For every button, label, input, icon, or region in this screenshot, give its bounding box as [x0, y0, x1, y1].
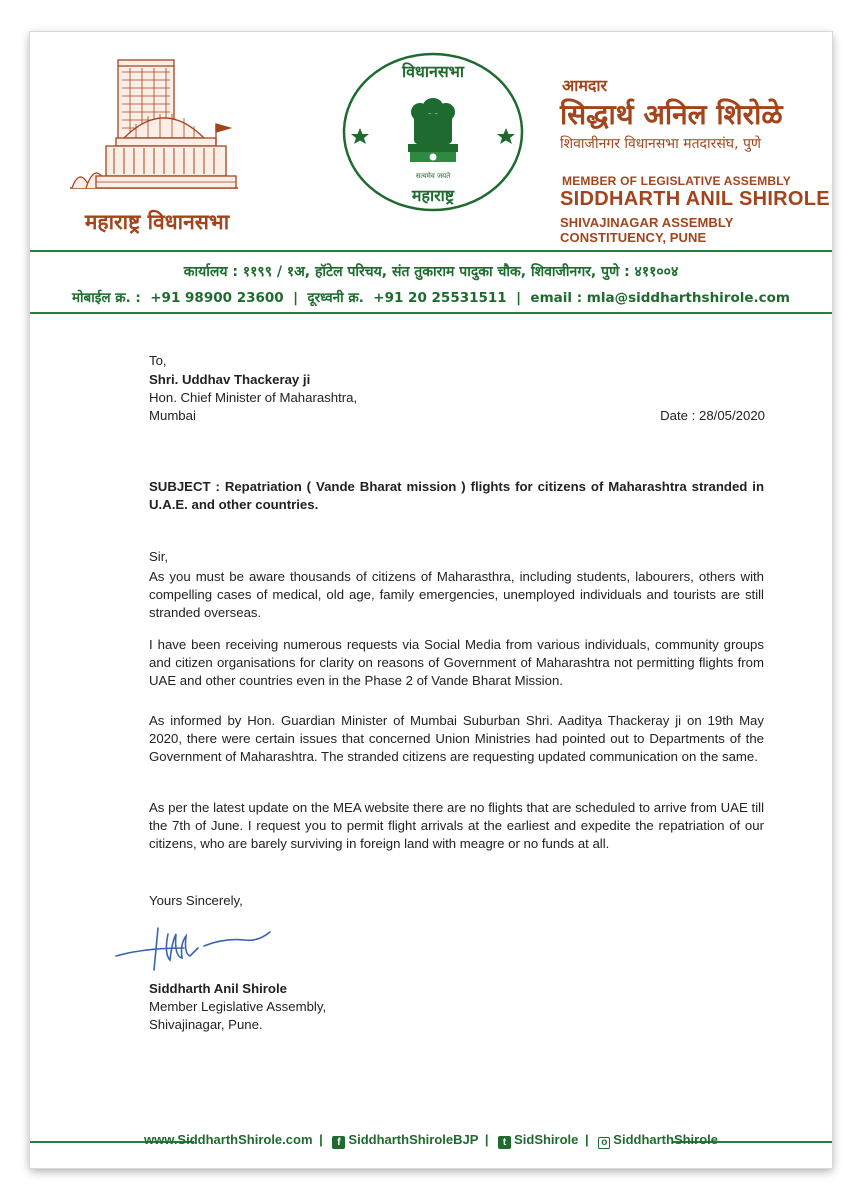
website-link[interactable]: www.SiddharthShirole.com: [143, 1132, 313, 1147]
signer-title: Member Legislative Assembly,: [149, 999, 327, 1014]
mla-name-english: SIDDHARTH ANIL SHIROLE: [560, 188, 830, 210]
contact-line: मोबाईल क्र. : +91 98900 23600 | दूरध्वनी क्र. +91 20 25531511 | email : mla@siddharthshirole.com: [71, 290, 791, 306]
header-divider-bottom: [30, 312, 832, 314]
mla-name-devanagari: सिद्धार्थ अनिल शिरोळे: [560, 98, 783, 131]
body-paragraph-4: As per the latest update on the MEA website there are no flights that are scheduled to arrive from UAE till the 7th of June. I request you to permit flight arrivals at the earliest and expedite the repatriation of our citizens, who are barely surviving in foreign land with meagre or no funds at all.: [149, 800, 764, 851]
body-paragraph-3: As informed by Hon. Guardian Minister of Mumbai Suburban Shri. Aaditya Thackeray ji on 19th May 2020, there were certain issues that concerned Union Ministries had pointed out to Departments of the Government of Maharashtra. The stranded citizens are requesting updated communication on the same.: [149, 713, 764, 764]
signature-icon: [114, 914, 274, 974]
vidhan-sabha-emblem: [338, 48, 528, 216]
emblem-motto: सत्यमेव जयते: [415, 172, 451, 180]
emblem-bottom-text: महाराष्ट्र: [411, 186, 455, 205]
mla-aamdar: आमदार: [562, 76, 608, 95]
instagram-link[interactable]: SiddharthShirole: [613, 1132, 719, 1147]
instagram-icon: o: [598, 1137, 610, 1149]
header-divider-top: [30, 250, 832, 252]
recipient-city: Mumbai: [149, 408, 196, 423]
mla-constituency-devanagari: शिवाजीनगर विधानसभा मतदारसंघ, पुणे: [560, 136, 762, 152]
twitter-link[interactable]: SidShirole: [514, 1132, 579, 1147]
vidhan-sabha-building-icon: [66, 54, 242, 204]
signer-place: Shivajinagar, Pune.: [149, 1017, 263, 1032]
signer-name: Siddharth Anil Shirole: [149, 981, 287, 996]
mla-title-english: MEMBER OF LEGISLATIVE ASSEMBLY: [562, 174, 791, 188]
letter-date: Date : 28/05/2020: [660, 408, 765, 423]
salutation: Sir,: [149, 549, 169, 564]
body-paragraph-2: I have been receiving numerous requests via Social Media from various individuals, community groups and citizen organisations for clarity on reasons of Government of Maharashtra not permitting flights from UAE and other countries even in the Phase 2 of Vande Bharat Mission.: [149, 637, 764, 688]
recipient-name: Shri. Uddhav Thackeray ji: [149, 372, 311, 387]
footer-links: www.SiddharthShirole.com | f SiddharthShiroleBJP | t SidShirole | o SiddharthShirole: [143, 1132, 719, 1148]
letter-subject: SUBJECT : Repatriation ( Vande Bharat mission ) flights for citizens of Maharashtra stranded in U.A.E. and other countries.: [149, 479, 764, 512]
mla-constituency-english: SHIVAJINAGAR ASSEMBLY CONSTITUENCY, PUNE: [560, 215, 734, 245]
letterhead-page: [30, 32, 832, 1168]
twitter-icon: t: [498, 1136, 511, 1149]
recipient-title: Hon. Chief Minister of Maharashtra,: [149, 390, 358, 405]
emblem-top-text: विधानसभा: [401, 62, 465, 81]
office-address: कार्यालय : ११९९ / १अ, हॉटेल परिचय, संत तुकाराम पादुका चौक, शिवाजीनगर, पुणे : ४११००४: [183, 264, 679, 280]
to-line: To,: [149, 353, 167, 368]
closing: Yours Sincerely,: [149, 893, 243, 908]
facebook-icon: f: [332, 1136, 345, 1149]
ashoka-lion-icon: [408, 98, 458, 162]
body-paragraph-1: As you must be aware thousands of citizens of Maharasthra, including students, labourers, others with compelling cases of medical, old age, family emergencies, unemployed individuals and tourists are still stranded overseas.: [149, 569, 764, 620]
facebook-link[interactable]: SiddharthShiroleBJP: [348, 1132, 479, 1147]
vidhan-sabha-label: महाराष्ट्र विधानसभा: [84, 210, 230, 234]
